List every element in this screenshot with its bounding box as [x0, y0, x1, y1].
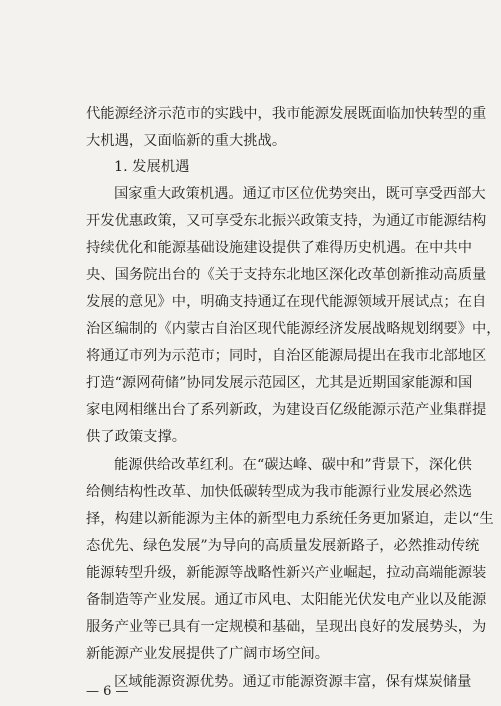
- body-text-line: 持续优化和能源基础设施建设提供了难得历史机遇。在中共中: [86, 240, 473, 256]
- body-text-line: 代能源经济示范市的实践中，我市能源发展既面临加快转型的重: [86, 106, 487, 122]
- body-text-line: 能源供给改革红利。在“碳达峰、碳中和”背景下，深化供: [114, 457, 472, 473]
- body-text-line: 发展的意见》中，明确支持通辽在现代能源领域开展试点；在自: [86, 294, 487, 310]
- body-text-line: 服务产业等已具有一定规模和基础，呈现出良好的发展势头，为: [86, 619, 487, 635]
- page-number: — 6 —: [86, 684, 129, 699]
- section-heading: 1. 发展机遇: [114, 159, 190, 175]
- body-text-line: 择，构建以新能源为主体的新型电力系统任务更加紧迫，走以“生: [86, 511, 494, 527]
- body-text-line: 大机遇，又面临新的重大挑战。: [86, 133, 287, 149]
- body-text-line: 能源转型升级，新能源等战略性新兴产业崛起，拉动高端能源装: [86, 565, 487, 581]
- body-text-line: 区域能源资源优势。通辽市能源资源丰富，保有煤炭储量: [114, 674, 472, 690]
- body-text-line: 开发优惠政策，又可享受东北振兴政策支持，为通辽市能源结构: [86, 213, 487, 229]
- body-text-line: 家电网相继出台了系列新政，为建设百亿级能源示范产业集群提: [86, 402, 487, 418]
- body-text-line: 打造“源网荷储”协同发展示范园区，尤其是近期国家能源和国: [86, 375, 473, 391]
- body-text-line: 治区编制的《内蒙古自治区现代能源经济发展战略规划纲要》中，: [86, 321, 501, 337]
- body-text-line: 将通辽市列为示范市；同时，自治区能源局提出在我市北部地区: [86, 348, 487, 364]
- body-text-line: 供了政策支撑。: [86, 429, 187, 445]
- body-text-line: 国家重大政策机遇。通辽市区位优势突出，既可享受西部大: [114, 186, 486, 202]
- body-text-line: 央、国务院出台的《关于支持东北地区深化改革创新推动高质量: [86, 267, 487, 283]
- body-text-line: 新能源产业发展提供了广阔市场空间。: [86, 646, 330, 662]
- body-text-line: 态优先、绿色发展”为导向的高质量发展新路子，必然推动传统: [86, 538, 480, 554]
- body-text-line: 备制造等产业发展。通辽市风电、太阳能光伏发电产业以及能源: [86, 592, 487, 608]
- body-text-line: 给侧结构性改革、加快低碳转型成为我市能源行业发展必然选: [86, 484, 473, 500]
